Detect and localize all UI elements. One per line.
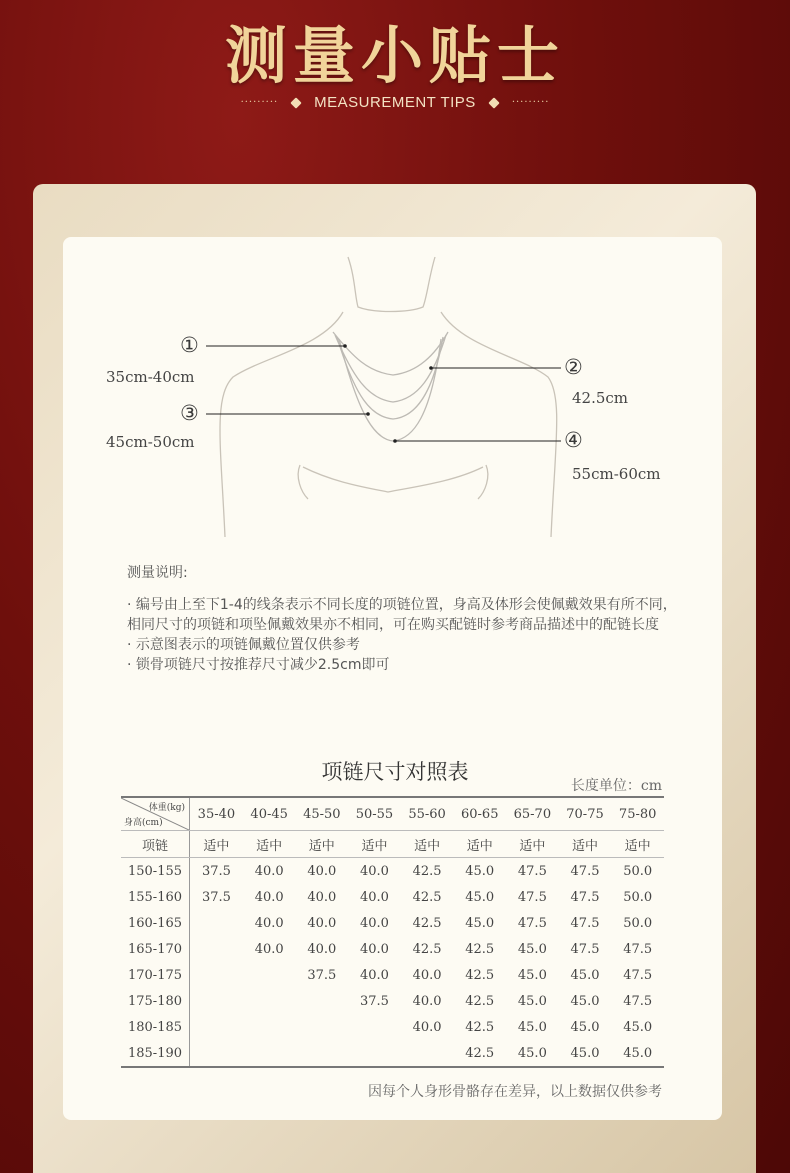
- suit-row: [121, 831, 664, 858]
- size-cell: 45.0: [465, 863, 495, 879]
- size-cell: 40.0: [307, 915, 337, 931]
- subtitle-row: [0, 94, 790, 111]
- size-cell: 40.0: [359, 889, 389, 905]
- size-cell: 42.5: [412, 915, 442, 931]
- size-cell: 40.0: [412, 1019, 442, 1035]
- weight-col: 75-80: [611, 797, 664, 831]
- table-row: [121, 858, 664, 885]
- size-cell: 42.5: [412, 863, 442, 879]
- size-rows: [121, 858, 664, 1068]
- necklace-diagram: [63, 237, 722, 557]
- size-cell: 42.5: [465, 941, 495, 957]
- size-cell: [190, 988, 243, 1014]
- size-cell: 50.0: [623, 915, 653, 931]
- size-cell: 42.5: [465, 993, 495, 1009]
- size-cell: 45.0: [517, 1045, 547, 1061]
- size-cell: 37.5: [201, 889, 231, 905]
- header: [0, 0, 790, 180]
- size-cell: [190, 910, 243, 936]
- table-row: [121, 962, 664, 988]
- dots-left: ·········: [240, 97, 279, 108]
- marker-2-length: 42.5cm: [572, 389, 629, 407]
- suit-cell: 适中: [401, 831, 454, 858]
- size-cell: 45.0: [465, 889, 495, 905]
- weight-col: 60-65: [453, 797, 506, 831]
- marker-4: ④: [564, 428, 583, 452]
- size-cell: [348, 1014, 401, 1040]
- length-unit: 长度单位：cm: [570, 778, 662, 794]
- size-cell: 45.0: [570, 1045, 600, 1061]
- size-cell: 47.5: [517, 915, 547, 931]
- suit-cell: 适中: [243, 831, 296, 858]
- marker-3: ③: [180, 401, 199, 425]
- size-cell: 47.5: [570, 941, 600, 957]
- corner-height-label: 身高(cm): [124, 818, 163, 828]
- size-cell: 45.0: [517, 967, 547, 983]
- diamond-icon: [291, 97, 302, 108]
- weight-col: 45-50: [295, 797, 348, 831]
- table-row: [121, 1014, 664, 1040]
- size-cell: 45.0: [517, 993, 547, 1009]
- size-cell: [243, 1040, 296, 1067]
- size-cell: 40.0: [359, 941, 389, 957]
- notes-heading: 测量说明:: [127, 565, 188, 581]
- marker-2: ②: [564, 355, 583, 379]
- marker-4-length: 55cm-60cm: [572, 465, 661, 483]
- size-cell: 45.0: [517, 941, 547, 957]
- size-cell: 40.0: [412, 967, 442, 983]
- size-cell: 40.0: [307, 941, 337, 957]
- size-cell: 47.5: [517, 863, 547, 879]
- size-cell: 45.0: [570, 967, 600, 983]
- size-cell: 40.0: [254, 915, 284, 931]
- size-cell: 40.0: [254, 889, 284, 905]
- marker-1: ①: [180, 333, 199, 357]
- page-title: 测量小贴士: [224, 19, 565, 92]
- weight-col: 35-40: [190, 797, 243, 831]
- size-cell: 45.0: [517, 1019, 547, 1035]
- size-cell: [190, 936, 243, 962]
- row-height-label: 180-185: [121, 1014, 190, 1040]
- size-cell: 42.5: [412, 941, 442, 957]
- size-cell: 40.0: [359, 915, 389, 931]
- suit-cell: 适中: [453, 831, 506, 858]
- size-cell: [190, 1040, 243, 1067]
- suit-cell: 适中: [190, 831, 243, 858]
- table-row: [121, 936, 664, 962]
- size-cell: 42.5: [465, 1045, 495, 1061]
- size-cell: [243, 988, 296, 1014]
- size-table: [121, 796, 664, 1068]
- size-cell: 45.0: [623, 1045, 653, 1061]
- suit-cell: 适中: [348, 831, 401, 858]
- table-footnote: 因每个人身形骨骼存在差异，以上数据仅供参考: [368, 1084, 662, 1100]
- size-cell: 40.0: [359, 967, 389, 983]
- size-cell: 42.5: [412, 889, 442, 905]
- size-cell: 50.0: [623, 863, 653, 879]
- row-height-label: 165-170: [121, 936, 190, 962]
- size-cell: 50.0: [623, 889, 653, 905]
- suit-row-label: 项链: [121, 831, 190, 858]
- size-cell: 47.5: [623, 967, 653, 983]
- weight-col: 50-55: [348, 797, 401, 831]
- row-height-label: 185-190: [121, 1040, 190, 1067]
- size-cell: 40.0: [307, 863, 337, 879]
- marker-1-length: 35cm-40cm: [106, 368, 195, 386]
- row-height-label: 175-180: [121, 988, 190, 1014]
- size-cell: 42.5: [465, 967, 495, 983]
- size-cell: 45.0: [570, 1019, 600, 1035]
- size-cell: 45.0: [570, 993, 600, 1009]
- size-cell: 47.5: [570, 915, 600, 931]
- size-cell: 47.5: [570, 889, 600, 905]
- weight-header-row: [121, 797, 664, 831]
- size-cell: [295, 1040, 348, 1067]
- weight-col: 70-75: [559, 797, 612, 831]
- table-row: [121, 910, 664, 936]
- note-item: · 锁骨项链尺寸按推荐尺寸减少2.5cm即可: [127, 657, 390, 673]
- row-height-label: 170-175: [121, 962, 190, 988]
- weight-col: 55-60: [401, 797, 454, 831]
- size-cell: 47.5: [517, 889, 547, 905]
- note-item: · 示意图表示的项链佩戴位置仅供参考: [127, 637, 360, 653]
- size-cell: [190, 962, 243, 988]
- size-cell: [295, 988, 348, 1014]
- suit-cell: 适中: [559, 831, 612, 858]
- table-row: [121, 884, 664, 910]
- size-cell: 47.5: [623, 941, 653, 957]
- size-cell: [348, 1040, 401, 1067]
- diamond-icon: [488, 97, 499, 108]
- size-cell: [295, 1014, 348, 1040]
- weight-col: 40-45: [243, 797, 296, 831]
- row-height-label: 160-165: [121, 910, 190, 936]
- size-cell: 40.0: [254, 863, 284, 879]
- size-cell: 37.5: [307, 967, 337, 983]
- size-cell: 37.5: [201, 863, 231, 879]
- table-corner: [121, 797, 190, 831]
- table-title: 项链尺寸对照表: [321, 760, 469, 784]
- corner-weight-label: 体重(kg): [148, 803, 185, 813]
- measurement-notes: [127, 563, 687, 675]
- table-row: [121, 1040, 664, 1067]
- size-cell: 45.0: [465, 915, 495, 931]
- row-height-label: 155-160: [121, 884, 190, 910]
- size-cell: [243, 962, 296, 988]
- size-cell: [401, 1040, 454, 1067]
- suit-cell: 适中: [506, 831, 559, 858]
- dots-right: ·········: [511, 97, 550, 108]
- size-cell: 40.0: [307, 889, 337, 905]
- size-cell: [243, 1014, 296, 1040]
- size-cell: 40.0: [359, 863, 389, 879]
- size-cell: 42.5: [465, 1019, 495, 1035]
- size-cell: 45.0: [623, 1019, 653, 1035]
- weight-col: 65-70: [506, 797, 559, 831]
- size-cell: 40.0: [412, 993, 442, 1009]
- size-cell: 40.0: [254, 941, 284, 957]
- note-item: · 编号由上至下1-4的线条表示不同长度的项链位置，身高及体形会使佩戴效果有所不同，相同尺寸的项链和项坠佩戴效果亦不相同，可在购买配链时参考商品描述中的配链长度: [127, 597, 677, 633]
- size-cell: [190, 1014, 243, 1040]
- table-row: [121, 988, 664, 1014]
- size-cell: 37.5: [359, 993, 389, 1009]
- marker-3-length: 45cm-50cm: [106, 433, 195, 451]
- suit-cell: 适中: [295, 831, 348, 858]
- size-cell: 47.5: [570, 863, 600, 879]
- suit-cell: 适中: [611, 831, 664, 858]
- row-height-label: 150-155: [121, 858, 190, 885]
- size-cell: 47.5: [623, 993, 653, 1009]
- page-subtitle: MEASUREMENT TIPS: [314, 94, 476, 111]
